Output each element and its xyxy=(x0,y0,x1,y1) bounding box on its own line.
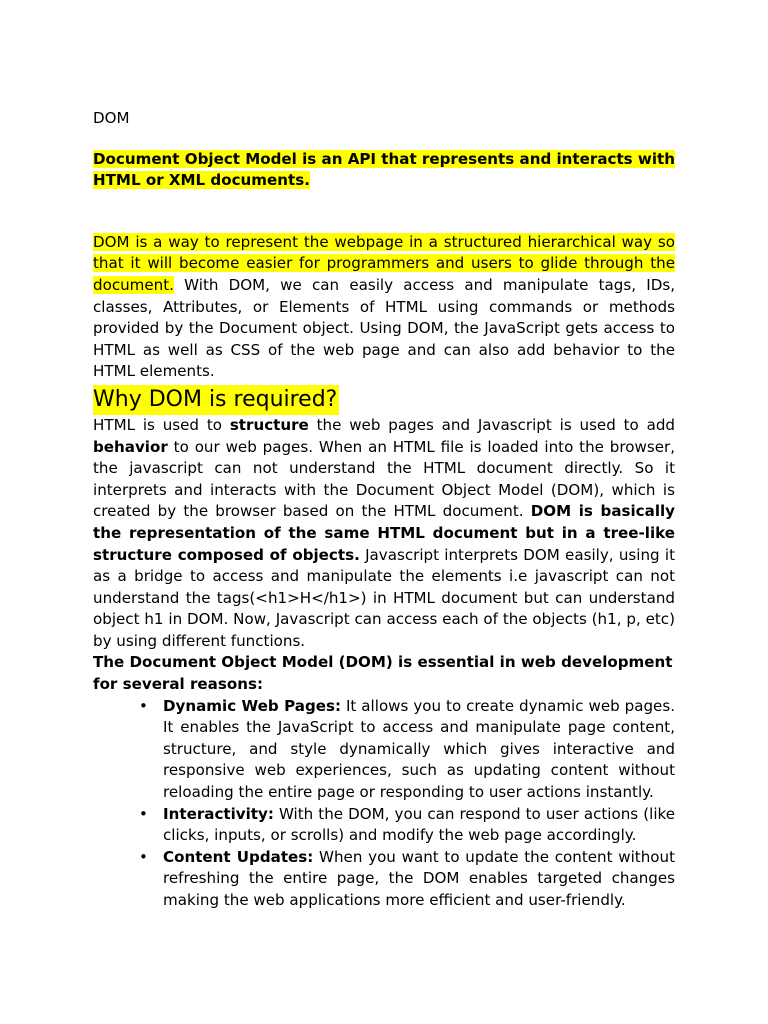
reasons-list xyxy=(93,696,675,912)
list-item xyxy=(139,804,675,847)
document-title: DOM xyxy=(93,109,130,127)
bullet-icon: • xyxy=(139,847,148,866)
why-text-2: the web pages and Javascript is used to add xyxy=(308,415,676,434)
list-item-label: Content Updates: xyxy=(163,847,314,866)
list-item-label: Dynamic Web Pages: xyxy=(163,696,342,715)
intro-paragraph xyxy=(93,232,675,383)
list-item xyxy=(139,696,675,804)
why-text-1: HTML is used to xyxy=(93,415,230,434)
list-item-text: It allows you to create dynamic web pages. It enables the JavaScript to access and manipulate page content, structure, and style dynamically which gives interactive and responsive web experiences, such as updating content without reloading the entire page or responding to user actions instantly. xyxy=(163,696,675,802)
section-heading: Why DOM is required? xyxy=(93,385,339,415)
intro-highlighted-text: DOM is a way to represent the webpage in a structured hierarchical way so that it will become easier for programmers and users to glide through the document. xyxy=(93,232,675,294)
why-paragraph xyxy=(93,415,675,653)
intro-rest-text: With DOM, we can easily access and manipulate tags, IDs, classes, Attributes, or Elements of HTML using commands or methods provided by the Document object. Using DOM, the JavaScript gets access to HTML as well as CSS of the web page and can also add behavior to the HTML elements. xyxy=(93,275,675,381)
why-bold-behavior: behavior xyxy=(93,437,168,456)
list-item-text: With the DOM, you can respond to user actions (like clicks, inputs, or scrolls) and modify the web page accordingly. xyxy=(163,804,675,845)
why-bold-structure: structure xyxy=(229,415,309,434)
reasons-intro-text: The Document Object Model (DOM) is essential in web development for several reasons: xyxy=(93,653,673,694)
bullet-icon: • xyxy=(139,804,148,823)
reasons-intro-paragraph xyxy=(93,652,675,695)
definition-text: Document Object Model is an API that represents and interacts with HTML or XML documents. xyxy=(93,149,675,190)
list-item-label: Interactivity: xyxy=(163,804,274,823)
why-text-3: to our web pages. When an HTML file is loaded into the browser, the javascript can not understand the HTML document directly. So it interprets and interacts with the Document Object Model (DOM), which is created by the browser based on the HTML document. xyxy=(93,437,675,521)
heading-wrap xyxy=(93,383,675,415)
document-content xyxy=(93,108,675,912)
list-item-text: When you want to update the content without refreshing the entire page, the DOM enables targeted changes making the web applications more efficient and user-friendly. xyxy=(163,847,675,909)
list-item xyxy=(139,847,675,912)
why-bold-representation: DOM is basically the representation of the same HTML document but in a tree-like structure composed of objects. xyxy=(93,502,675,564)
bullet-icon: • xyxy=(139,696,148,715)
why-text-4: Javascript interprets DOM easily, using it as a bridge to access and manipulate the elements i.e javascript can not understand the tags(<h1>H</h1>) in HTML document but can understand object h1 in DOM. Now, Javascript can access each of the objects (h1, p, etc) by using different functions. xyxy=(93,545,675,650)
definition-paragraph xyxy=(93,149,675,192)
